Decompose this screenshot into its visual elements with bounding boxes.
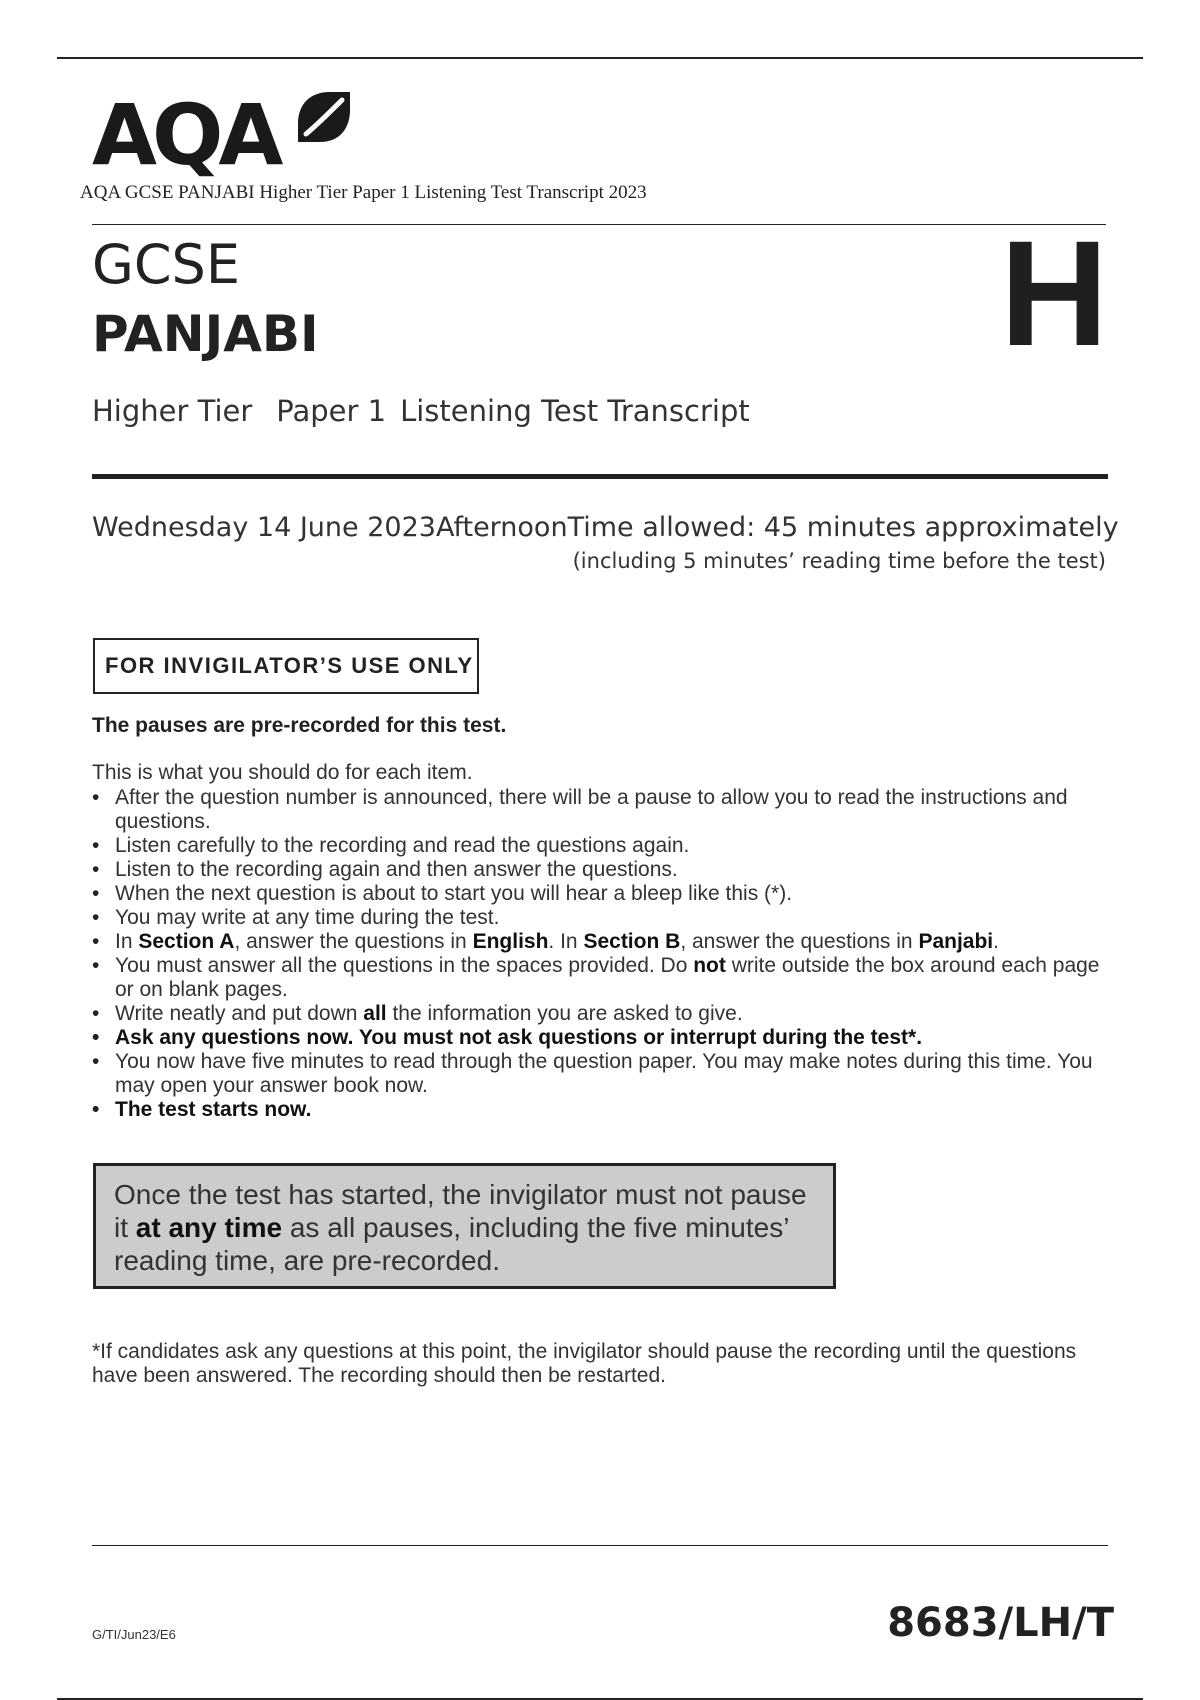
list-item: • After the question number is announced, there will be a pause to allow you to read the instructions and questions. (92, 786, 1102, 834)
exam-date: Wednesday 14 June 2023 (92, 512, 436, 543)
paper-code: 8683/LH/T (887, 1600, 1114, 1646)
list-item: • Listen carefully to the recording and read the questions again. (92, 834, 1102, 858)
time-allowed: Time allowed: 45 minutes approximately (567, 512, 1119, 543)
title-rule (92, 474, 1108, 479)
exam-session: Afternoon (435, 512, 568, 543)
list-item: • Listen to the recording again and then answer the questions. (92, 858, 1102, 882)
list-item: • In Section A, answer the questions in English. In Section B, answer the questions in Panjabi. (92, 930, 1102, 954)
invigilator-use-box: FOR INVIGILATOR’S USE ONLY (93, 638, 479, 694)
document-code: G/TI/Jun23/E6 (92, 1627, 176, 1642)
subject-title: PANJABI (92, 305, 319, 363)
footer-rule (92, 1545, 1108, 1546)
header-rule (92, 224, 1106, 225)
instructions-list (92, 786, 1102, 1122)
tier-mark: H (1000, 209, 1109, 377)
aqa-leaf-icon (296, 90, 352, 146)
paper-line (92, 394, 750, 428)
list-item: • You may write at any time during the test. (92, 906, 1102, 930)
aqa-logo (92, 88, 362, 183)
qualification-title: GCSE (92, 233, 240, 296)
paper-number: Paper 1 (276, 394, 387, 428)
reading-time-note: (including 5 minutes’ reading time before the test) (572, 549, 1106, 573)
instructions-intro: This is what you should do for each item. (92, 761, 473, 784)
document-header: AQA GCSE PANJABI Higher Tier Paper 1 Listening Test Transcript 2023 (80, 182, 647, 203)
exam-date-line (92, 512, 1119, 543)
pauses-note: The pauses are pre-recorded for this test. (92, 714, 507, 737)
list-item: • You must answer all the questions in the spaces provided. Do not write outside the box around each page or on blank pages. (92, 954, 1102, 1002)
logo-text: AQA (92, 86, 279, 184)
list-item: • You now have five minutes to read through the question paper. You may make notes during this time. You may open your answer book now. (92, 1050, 1102, 1098)
invigilator-warning-box: Once the test has started, the invigilator must not pause it at any time as all pauses, including the five minutes’ reading time, are pre-recorded. (93, 1163, 836, 1289)
paper-title: Listening Test Transcript (400, 394, 750, 428)
list-item: • Write neatly and put down all the information you are asked to give. (92, 1002, 1102, 1026)
list-item: • Ask any questions now. You must not ask questions or interrupt during the test*. (92, 1026, 1102, 1050)
list-item: • The test starts now. (92, 1098, 1102, 1122)
footnote: *If candidates ask any questions at this point, the invigilator should pause the recording until the questions have been answered. The recording should then be restarted. (92, 1340, 1077, 1387)
top-rule (57, 57, 1143, 59)
paper-tier: Higher Tier (92, 394, 253, 428)
list-item: • When the next question is about to start you will hear a bleep like this (*). (92, 882, 1102, 906)
